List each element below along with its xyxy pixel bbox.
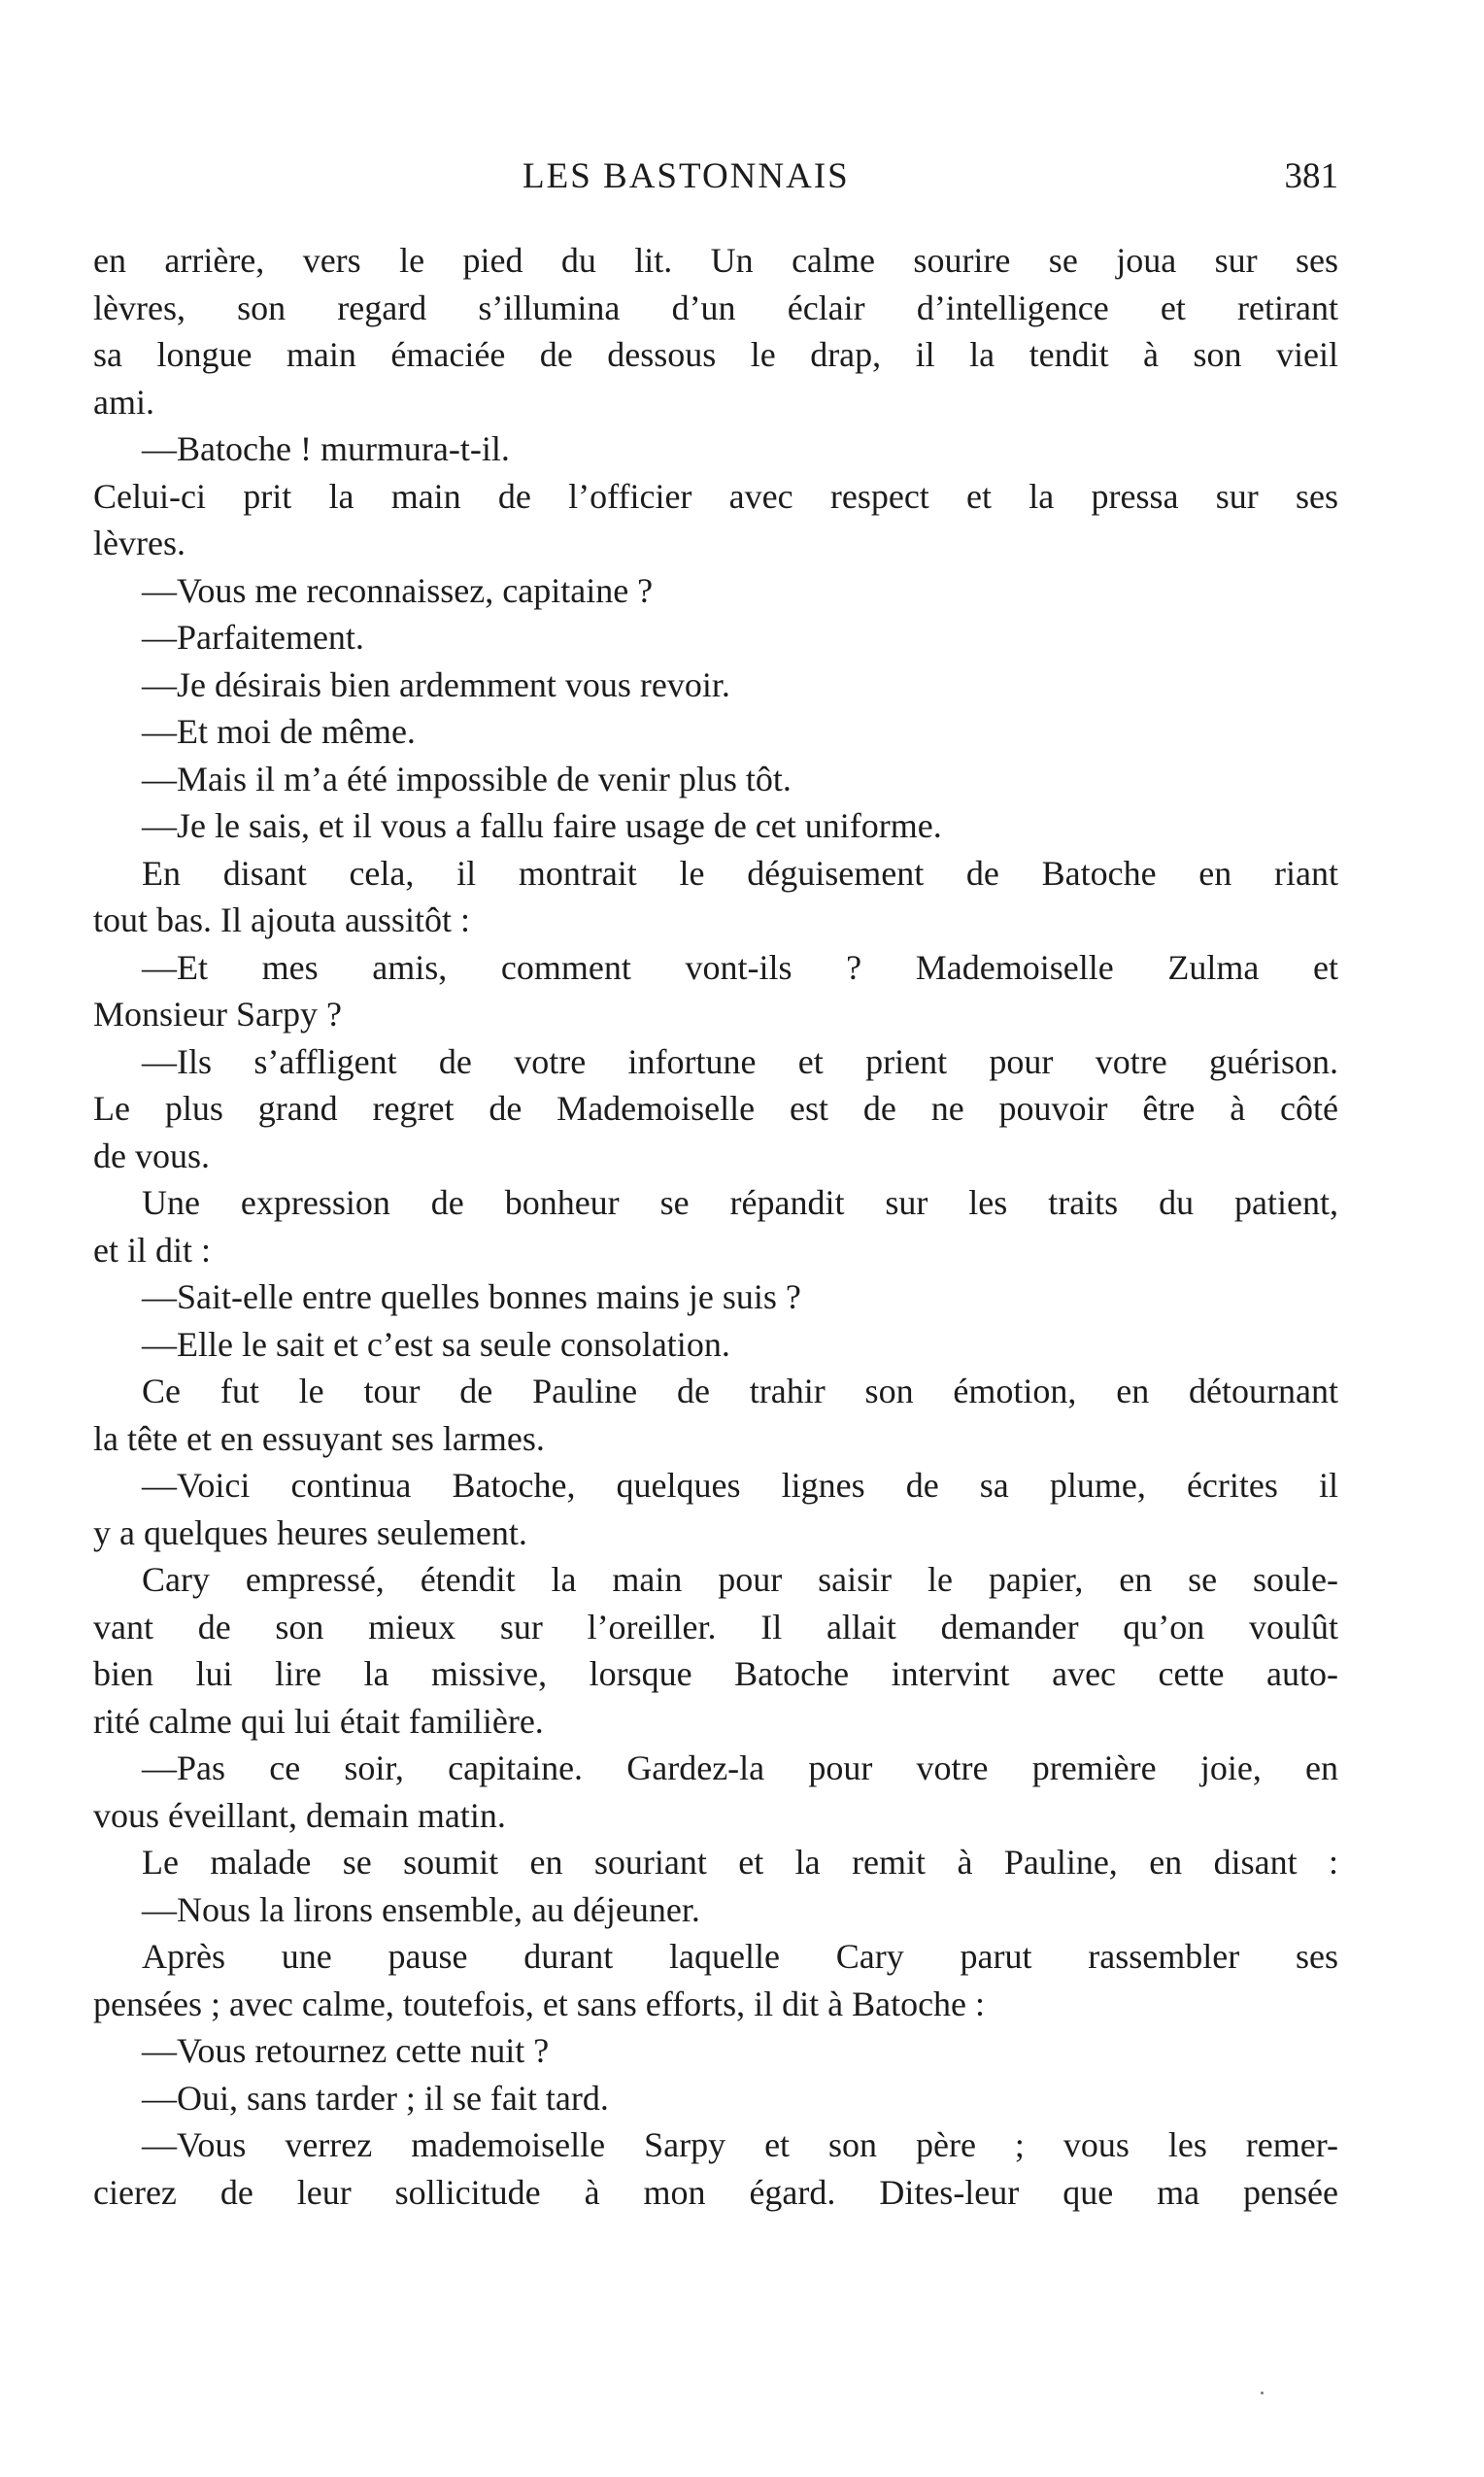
text-line: Cary empressé, étendit la main pour saisir le papier, en se soule-	[142, 1560, 1338, 1599]
text-line: et il dit :	[93, 1230, 211, 1270]
text-line: Monsieur Sarpy ?	[93, 995, 342, 1034]
body-text	[93, 237, 1338, 2216]
text-line: Celui-ci prit la main de l’officier avec respect et la pressa sur ses	[93, 476, 1338, 516]
text-line: lèvres, son regard s’illumina d’un éclair d’intelligence et retirant	[93, 288, 1338, 327]
text-line: En disant cela, il montrait le déguisement de Batoche en riant	[142, 853, 1338, 893]
text-line: Une expression de bonheur se répandit sur les traits du patient,	[142, 1183, 1338, 1222]
text-line: —Batoche ! murmura-t-il.	[142, 429, 510, 468]
text-line: —Vous me reconnaissez, capitaine ?	[142, 570, 654, 610]
text-line: —Pas ce soir, capitaine. Gardez-la pour votre première joie, en	[142, 1748, 1338, 1787]
text-line: sa longue main émaciée de dessous le drap, il la tendit à son vieil	[93, 335, 1338, 374]
text-line: —Mais il m’a été impossible de venir plus tôt.	[142, 759, 792, 798]
text-line: —Je désirais bien ardemment vous revoir.	[142, 664, 730, 704]
text-line: —Sait-elle entre quelles bonnes mains je suis ?	[142, 1277, 801, 1316]
text-line: la tête et en essuyant ses larmes.	[93, 1418, 545, 1458]
text-line: —Je le sais, et il vous a fallu faire usage de cet uniforme.	[142, 806, 942, 845]
text-line: rité calme qui lui était familière.	[93, 1701, 544, 1741]
text-line: —Et mes amis, comment vont-ils ? Mademoiselle Zulma et	[142, 947, 1338, 987]
text-line: de vous.	[93, 1136, 210, 1175]
text-line: —Voici continua Batoche, quelques lignes de sa plume, écrites il	[142, 1466, 1338, 1505]
text-line: —Elle le sait et c’est sa seule consolation.	[142, 1324, 730, 1364]
text-line: en arrière, vers le pied du lit. Un calme sourire se joua sur ses	[93, 241, 1338, 280]
text-line: y a quelques heures seulement.	[93, 1512, 527, 1552]
text-line: ami.	[93, 382, 154, 422]
text-line: Après une pause durant laquelle Cary parut rassembler ses	[142, 1937, 1338, 1976]
text-line: —Vous retournez cette nuit ?	[142, 2031, 550, 2070]
paper-speck	[1261, 2392, 1264, 2394]
text-line: —Parfaitement.	[142, 618, 364, 657]
text-line: bien lui lire la missive, lorsque Batoche intervint avec cette auto-	[93, 1654, 1338, 1693]
text-line: —Vous verrez mademoiselle Sarpy et son père ; vous les remer-	[142, 2125, 1338, 2164]
running-title: LES BASTONNAIS	[523, 156, 850, 196]
text-line: Le plus grand regret de Mademoiselle est de ne pouvoir être à côté	[93, 1089, 1338, 1128]
text-line: Le malade se soumit en souriant et la remit à Pauline, en disant :	[142, 1843, 1338, 1882]
page-number: 381	[1284, 156, 1338, 196]
text-line: pensées ; avec calme, toutefois, et sans efforts, il dit à Batoche :	[93, 1984, 986, 2023]
text-line: cierez de leur sollicitude à mon égard. Dites-leur que ma pensée	[93, 2172, 1338, 2212]
text-line: —Ils s’affligent de votre infortune et prient pour votre guérison.	[142, 1041, 1338, 1081]
text-line: Ce fut le tour de Pauline de trahir son émotion, en détournant	[142, 1372, 1338, 1410]
text-line: tout bas. Il ajouta aussitôt :	[93, 900, 470, 939]
text-line: —Oui, sans tarder ; il se fait tard.	[142, 2078, 609, 2118]
text-line: —Nous la lirons ensemble, au déjeuner.	[142, 1889, 700, 1929]
text-line: vous éveillant, demain matin.	[93, 1795, 506, 1835]
text-line: —Et moi de même.	[142, 712, 416, 751]
page-header	[93, 155, 1338, 204]
text-line: vant de son mieux sur l’oreiller. Il allait demander qu’on voulût	[93, 1607, 1338, 1646]
text-line: lèvres.	[93, 524, 186, 562]
